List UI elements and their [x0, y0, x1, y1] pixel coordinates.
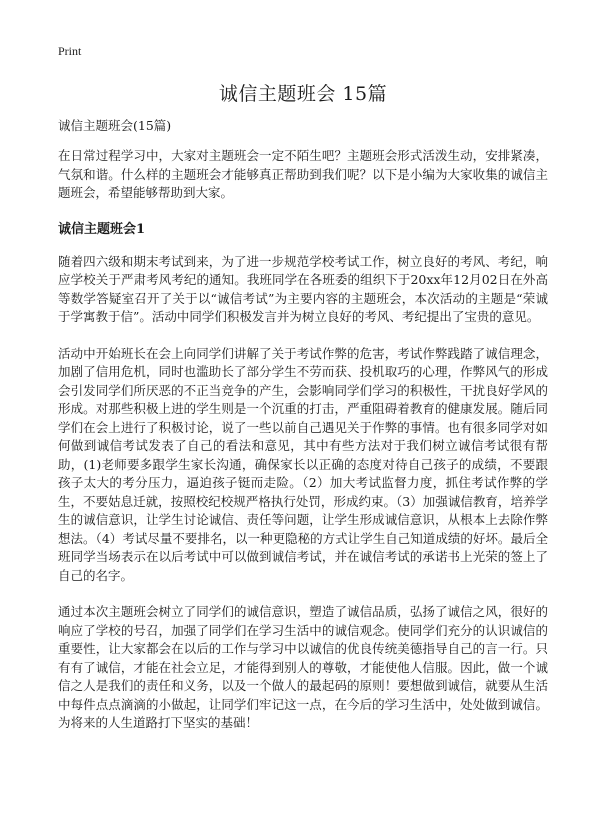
intro-paragraph: 在日常过程学习中，大家对主题班会一定不陌生吧？主题班会形式活泼生动，安排紧凑，气氛和谐。什么样的主题班会才能够真正帮助到我们呢？以下是小编为大家收集的诚信主题班会，希望能够帮助到大家。 [58, 148, 548, 200]
document-page [58, 40, 548, 751]
section1-paragraph-1: 随着四六级和期末考试到来，为了进一步规范学校考试工作，树立良好的考风、考纪，响应学校关于严肃考风考纪的通知。我班同学在各班委的组织下于20xx年12月02日在外高等数学答疑室召开了关于以“诚信考试”为主要内容的主题班会，本次活动的主题是“荣诚于学寓教于信”。活动中同学们积极发言并为树立良好的考风、考纪提出了宝贵的意见。 [58, 253, 548, 324]
section1-paragraph-3: 通过本次主题班会树立了同学们的诚信意识，塑造了诚信品质，弘扬了诚信之风，很好的响应了学校的号召，加强了同学们在学习生活中的诚信观念。使同学们充分的认识诚信的重要性，让大家都会在以后的工作与学习中以诚信的优良传统美德指导自己的言一行。只有有了诚信，才能在社会立足，才能得到别人的尊敬，才能使他人信服。因此，做一个诚信之人是我们的责任和义务，以及一个做人的最起码的原则！要想做到诚信，就要从生活中每件点点滴滴的小做起，让同学们牢记这一点，在今后的学习生活中，处处做到诚信。为将来的人生道路打下坚实的基础！ [58, 604, 548, 730]
section-heading-1: 诚信主题班会1 [58, 221, 146, 237]
document-title: 诚信主题班会 15篇 [218, 83, 388, 105]
print-link[interactable]: Print [58, 44, 82, 58]
document-subtitle: 诚信主题班会(15篇) [58, 118, 172, 133]
section1-paragraph-2: 活动中开始班长在会上向同学们讲解了关于考试作弊的危害，考试作弊践踏了诚信理念，加剧了信用危机，同时也滥助长了部分学生不劳而获、投机取巧的心理，作弊风气的形成会引发同学们所厌恶的不正当竞争的产生，会影响同学们学习的积极性，干扰良好学风的形成。对那些积极上进的学生则是一个沉重的打击，严重阻碍着教育的健康发展。随后同学们在会上进行了积极讨论，说了一些以前自己遇见关于作弊的事情。也有很多同学对如何做到诚信考试发表了自己的看法和意见，其中有些方法对于我们树立诚信考试很有帮助，(1)老师要多跟学生家长沟通，确保家长以正确的态度对待自己孩子的成绩，不要跟孩子太大的考分压力，逼迫孩子铤而走险。（2）加大考试监督力度，抓住考试作弊的学生，不要姑息迁就，按照校纪校规严格执行处罚，形成约束。（3）加强诚信教育，培养学生的诚信意识，让学生讨论诚信、责任等问题，让学生形成诚信意识，从根本上去除作弊想法。（4）考试尽量不要排名，以一种更隐秘的方式让学生自己知道成绩的好坏。最后全班同学当场表示在以后考试中可以做到诚信考试，并在诚信考试的承诺书上光荣的签上了自己的名字。 [58, 345, 548, 583]
